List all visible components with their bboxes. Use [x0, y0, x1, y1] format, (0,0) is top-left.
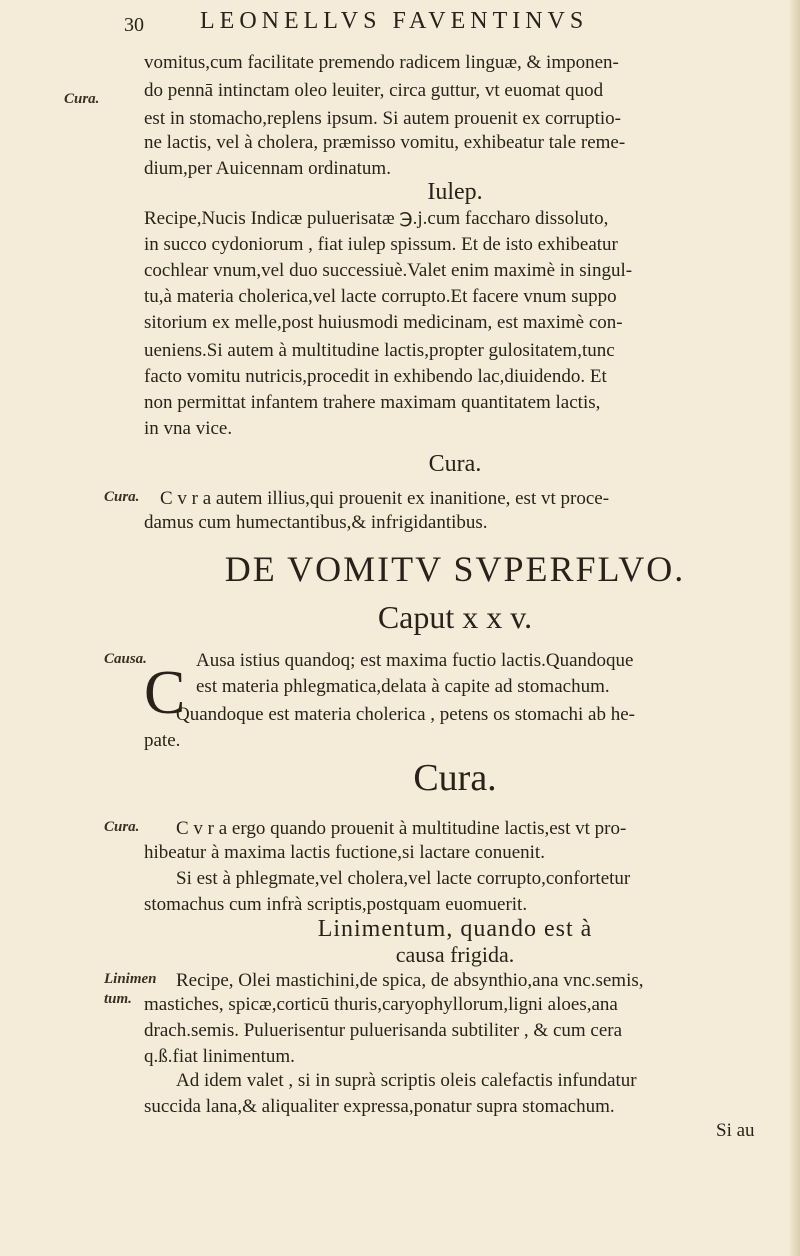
heading-liniment: Linimentum, quando est à [317, 916, 593, 942]
text-line: in vna vice. [144, 418, 233, 439]
running-title: LEONELLVS FAVENTINVS [200, 8, 589, 34]
text-line: dium,per Auicennam ordinatum. [144, 158, 391, 179]
margin-note-cura: Cura. [64, 91, 100, 107]
text-line: damus cum humectantibus,& infrigidantibus. [144, 512, 488, 533]
catchword: Si au [716, 1120, 755, 1141]
text-line: Si est à phlegmate,vel cholera,vel lacte corrupto,confortetur [176, 868, 631, 889]
text-line: Ad idem valet , si in suprà scriptis oleis calefactis infundatur [176, 1070, 637, 1091]
text-line: est materia phlegmatica,delata à capite ad stomachum. [196, 676, 610, 697]
heading-iulep: Iulep. [427, 179, 483, 205]
page-edge [790, 0, 800, 1256]
chapter-number: Caput x x v. [377, 599, 533, 635]
text-line: pate. [144, 730, 181, 751]
text-line: vomitus,cum facilitate premendo radicem linguæ, & imponen- [144, 52, 619, 73]
text-line: q.ß.fiat linimentum. [144, 1046, 295, 1067]
text-line: in succo cydoniorum , fiat iulep spissum. Et de isto exhibeatur [144, 234, 618, 255]
page-number: 30 [124, 14, 144, 36]
margin-note-causa: Causa. [104, 651, 147, 667]
heading-cura: Cura. [413, 757, 497, 799]
heading-cura: Cura. [428, 451, 482, 477]
text-line: ne lactis, vel à cholera, præmisso vomitu, exhibeatur tale reme- [144, 132, 626, 153]
text-line: hibeatur à maxima lactis fuctione,si lactare conuenit. [144, 842, 545, 863]
text-line: C v r a autem illius,qui prouenit ex inanitione, est vt proce- [160, 488, 610, 509]
margin-note-liniment: Linimen [104, 971, 157, 987]
text-line: C v r a ergo quando prouenit à multitudine lactis,est vt pro- [176, 818, 627, 839]
text-line: succida lana,& aliqualiter expressa,ponatur supra stomachum. [144, 1096, 615, 1117]
text-line: sitorium ex melle,post huiusmodi medicinam, est maximè con- [144, 312, 623, 333]
chapter-title: DE VOMITV SVPERFLVO. [224, 549, 686, 589]
text-line: tu,à materia cholerica,vel lacte corrupto.Et facere vnum suppo [144, 286, 617, 307]
text-line: Recipe,Nucis Indicæ puluerisatæ ℈.j.cum faccharo dissoluto, [144, 208, 609, 229]
text-line: facto vomitu nutricis,procedit in exhibendo lac,diuidendo. Et [144, 366, 607, 387]
text-line: ueniens.Si autem à multitudine lactis,propter gulositatem,tunc [144, 340, 615, 361]
text-line: do pennā intinctam oleo leuiter, circa guttur, vt euomat quod [144, 80, 604, 101]
text-line: cochlear vnum,vel duo successiuè.Valet enim maximè in singul- [144, 260, 633, 281]
margin-note-cura: Cura. [104, 819, 140, 835]
text-line: est in stomacho,replens ipsum. Si autem prouenit ex corruptio- [144, 108, 622, 129]
margin-note-liniment: tum. [104, 991, 132, 1007]
text-line: Ausa istius quandoq; est maxima fuctio lactis.Quandoque [196, 650, 634, 671]
text-line: non permittat infantem trahere maximam quantitatem lactis, [144, 392, 601, 413]
text-line: mastiches, spicæ,corticū thuris,caryophyllorum,ligni aloes,ana [144, 994, 618, 1015]
drop-cap: C [144, 659, 186, 727]
heading-liniment: causa frigida. [395, 942, 515, 967]
text-line: drach.semis. Puluerisentur puluerisanda subtiliter , & cum cera [144, 1020, 623, 1041]
text-line: stomachus cum infrà scriptis,postquam euomuerit. [144, 894, 528, 915]
text-line: Quandoque est materia cholerica , petens os stomachi ab he- [176, 704, 635, 725]
margin-note-cura: Cura. [104, 489, 140, 505]
text-line: Recipe, Olei mastichini,de spica, de absynthio,ana vnc.semis, [176, 970, 644, 991]
